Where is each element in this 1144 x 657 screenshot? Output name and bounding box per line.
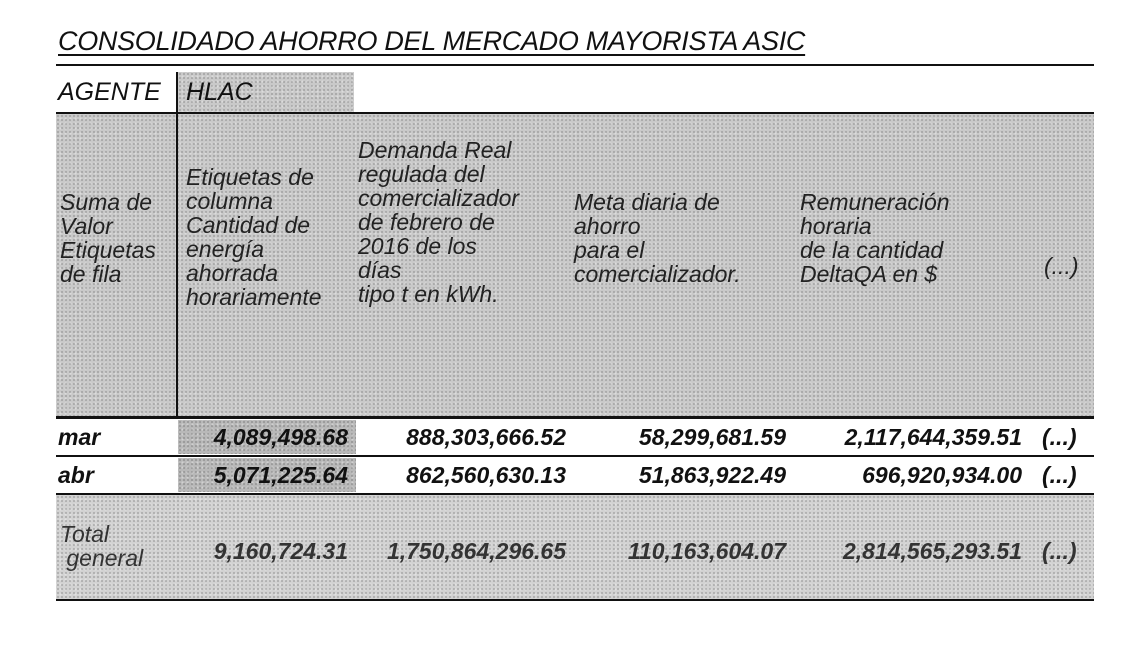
row-mar-rule [56, 455, 1094, 457]
row-abr-real-demand: 862,560,630.13 [406, 462, 566, 488]
total-label: Total general [60, 521, 144, 571]
agent-value: HLAC [178, 72, 354, 112]
header-row-label: Suma de Valor Etiquetas de fila [60, 189, 156, 287]
header-col-real-demand: Demanda Real regulada del comercializador de febrero de 2016 de los días tipo t en kWh. [358, 137, 520, 307]
row-label-abr: abr [58, 462, 94, 488]
agent-divider [176, 72, 178, 112]
agent-label: AGENTE [58, 78, 161, 106]
total-more: (...) [1042, 538, 1077, 564]
row-mar-more: (...) [1042, 424, 1077, 450]
total-remuneration: 2,814,565,293.51 [842, 538, 1022, 564]
report-title: CONSOLIDADO AHORRO DEL MERCADO MAYORISTA ASIC [58, 26, 806, 56]
row-abr-more: (...) [1042, 462, 1077, 488]
total-daily-goal: 110,163,604.07 [627, 538, 786, 564]
row-abr-remuneration: 696,920,934.00 [862, 462, 1022, 488]
header-col-daily-goal: Meta diaria de ahorro para el comercializador. [574, 189, 741, 287]
title-rule [56, 64, 1094, 66]
header-col-remuneration: Remuneración horaria de la cantidad DeltaQA en $ [800, 189, 950, 287]
header-divider-1 [176, 114, 178, 416]
header-col-more: (...) [1044, 253, 1079, 279]
row-mar-daily-goal: 58,299,681.59 [638, 424, 786, 450]
header-bottom-rule [56, 416, 1094, 419]
row-abr-energy-saved: 5,071,225.64 [178, 458, 356, 492]
header-col-energy-saved: Etiquetas de columna Cantidad de energía ahorrada horariamente [186, 164, 322, 310]
total-real-demand: 1,750,864,296.65 [386, 538, 566, 564]
row-abr-daily-goal: 51,863,922.49 [638, 462, 786, 488]
row-mar-remuneration: 2,117,644,359.51 [844, 424, 1022, 450]
total-bottom-rule [56, 599, 1094, 601]
row-mar-real-demand: 888,303,666.52 [406, 424, 566, 450]
row-mar-energy-saved: 4,089,498.68 [178, 420, 356, 454]
row-label-mar: mar [58, 424, 101, 450]
total-energy-saved: 9,160,724.31 [213, 538, 348, 564]
